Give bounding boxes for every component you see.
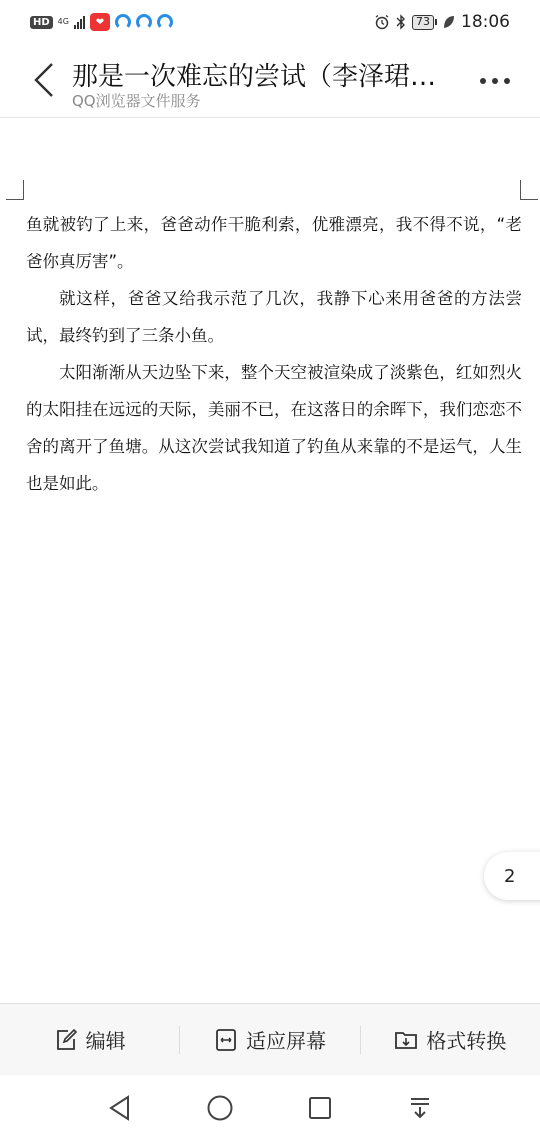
battery-icon	[412, 15, 437, 30]
qq-icon	[115, 14, 131, 30]
format-convert-label: 格式转换	[426, 1029, 507, 1053]
hd-badge: HD	[30, 16, 53, 29]
folder-convert-icon	[394, 1028, 418, 1052]
qq-icon	[136, 14, 152, 30]
bottom-toolbar	[0, 1003, 540, 1075]
fit-screen-button[interactable]	[180, 1004, 359, 1075]
document-viewer[interactable]	[0, 118, 540, 1003]
bluetooth-icon	[396, 14, 406, 30]
status-left	[30, 13, 173, 31]
crop-mark-right	[520, 180, 538, 200]
nav-back-button[interactable]	[105, 1093, 135, 1123]
paragraph: 太阳渐渐从天边坠下来，整个天空被渲染成了淡紫色，红如烈火的太阳挂在远远的天际，美丽不已，在这落日的余晖下，我们恋恋不舍的离开了鱼塘。从这次尝试我知道了钓鱼从来靠的不是运气，人生也是如此。	[26, 363, 522, 493]
qq-icon	[157, 14, 173, 30]
document-text	[26, 206, 522, 502]
chevron-left-icon	[26, 58, 62, 102]
fit-screen-label: 适应屏幕	[245, 1029, 326, 1053]
leaf-icon	[443, 15, 455, 29]
back-button[interactable]	[26, 58, 62, 102]
clock: 18:06	[461, 12, 510, 32]
more-button[interactable]	[480, 78, 510, 84]
back-triangle-icon	[108, 1095, 132, 1121]
edit-icon	[54, 1028, 78, 1052]
paragraph: 鱼就被钓了上来，爸爸动作干脆利索，优雅漂亮，我不得不说，“老爸你真厉害”。	[26, 215, 522, 271]
network-type: 4G	[57, 17, 69, 26]
system-nav-bar	[0, 1075, 540, 1140]
format-convert-button[interactable]	[361, 1004, 540, 1075]
status-right	[374, 12, 510, 32]
notification-down-icon	[407, 1095, 433, 1121]
nav-home-button[interactable]	[205, 1093, 235, 1123]
alarm-icon	[374, 14, 390, 30]
home-circle-icon	[206, 1094, 234, 1122]
app-notification-icon: ❤	[90, 13, 110, 31]
nav-notification-button[interactable]	[405, 1093, 435, 1123]
edit-button[interactable]	[0, 1004, 179, 1075]
nav-recents-button[interactable]	[305, 1093, 335, 1123]
status-bar	[0, 0, 540, 44]
recents-square-icon	[307, 1095, 333, 1121]
paragraph: 就这样，爸爸又给我示范了几次，我静下心来用爸爸的方法尝试，最终钓到了三条小鱼。	[26, 289, 522, 345]
battery-level: 73	[412, 15, 434, 30]
crop-mark-left	[6, 180, 24, 200]
page-number-indicator[interactable]: 2	[484, 852, 540, 900]
fit-screen-icon	[214, 1028, 238, 1052]
signal-icon	[74, 15, 85, 29]
more-icon	[480, 78, 486, 84]
title-bar	[0, 44, 540, 118]
page-title: 那是一次难忘的尝试（李泽珺…	[72, 62, 437, 92]
page-subtitle: QQ浏览器文件服务	[72, 92, 201, 110]
edit-label: 编辑	[85, 1029, 126, 1053]
